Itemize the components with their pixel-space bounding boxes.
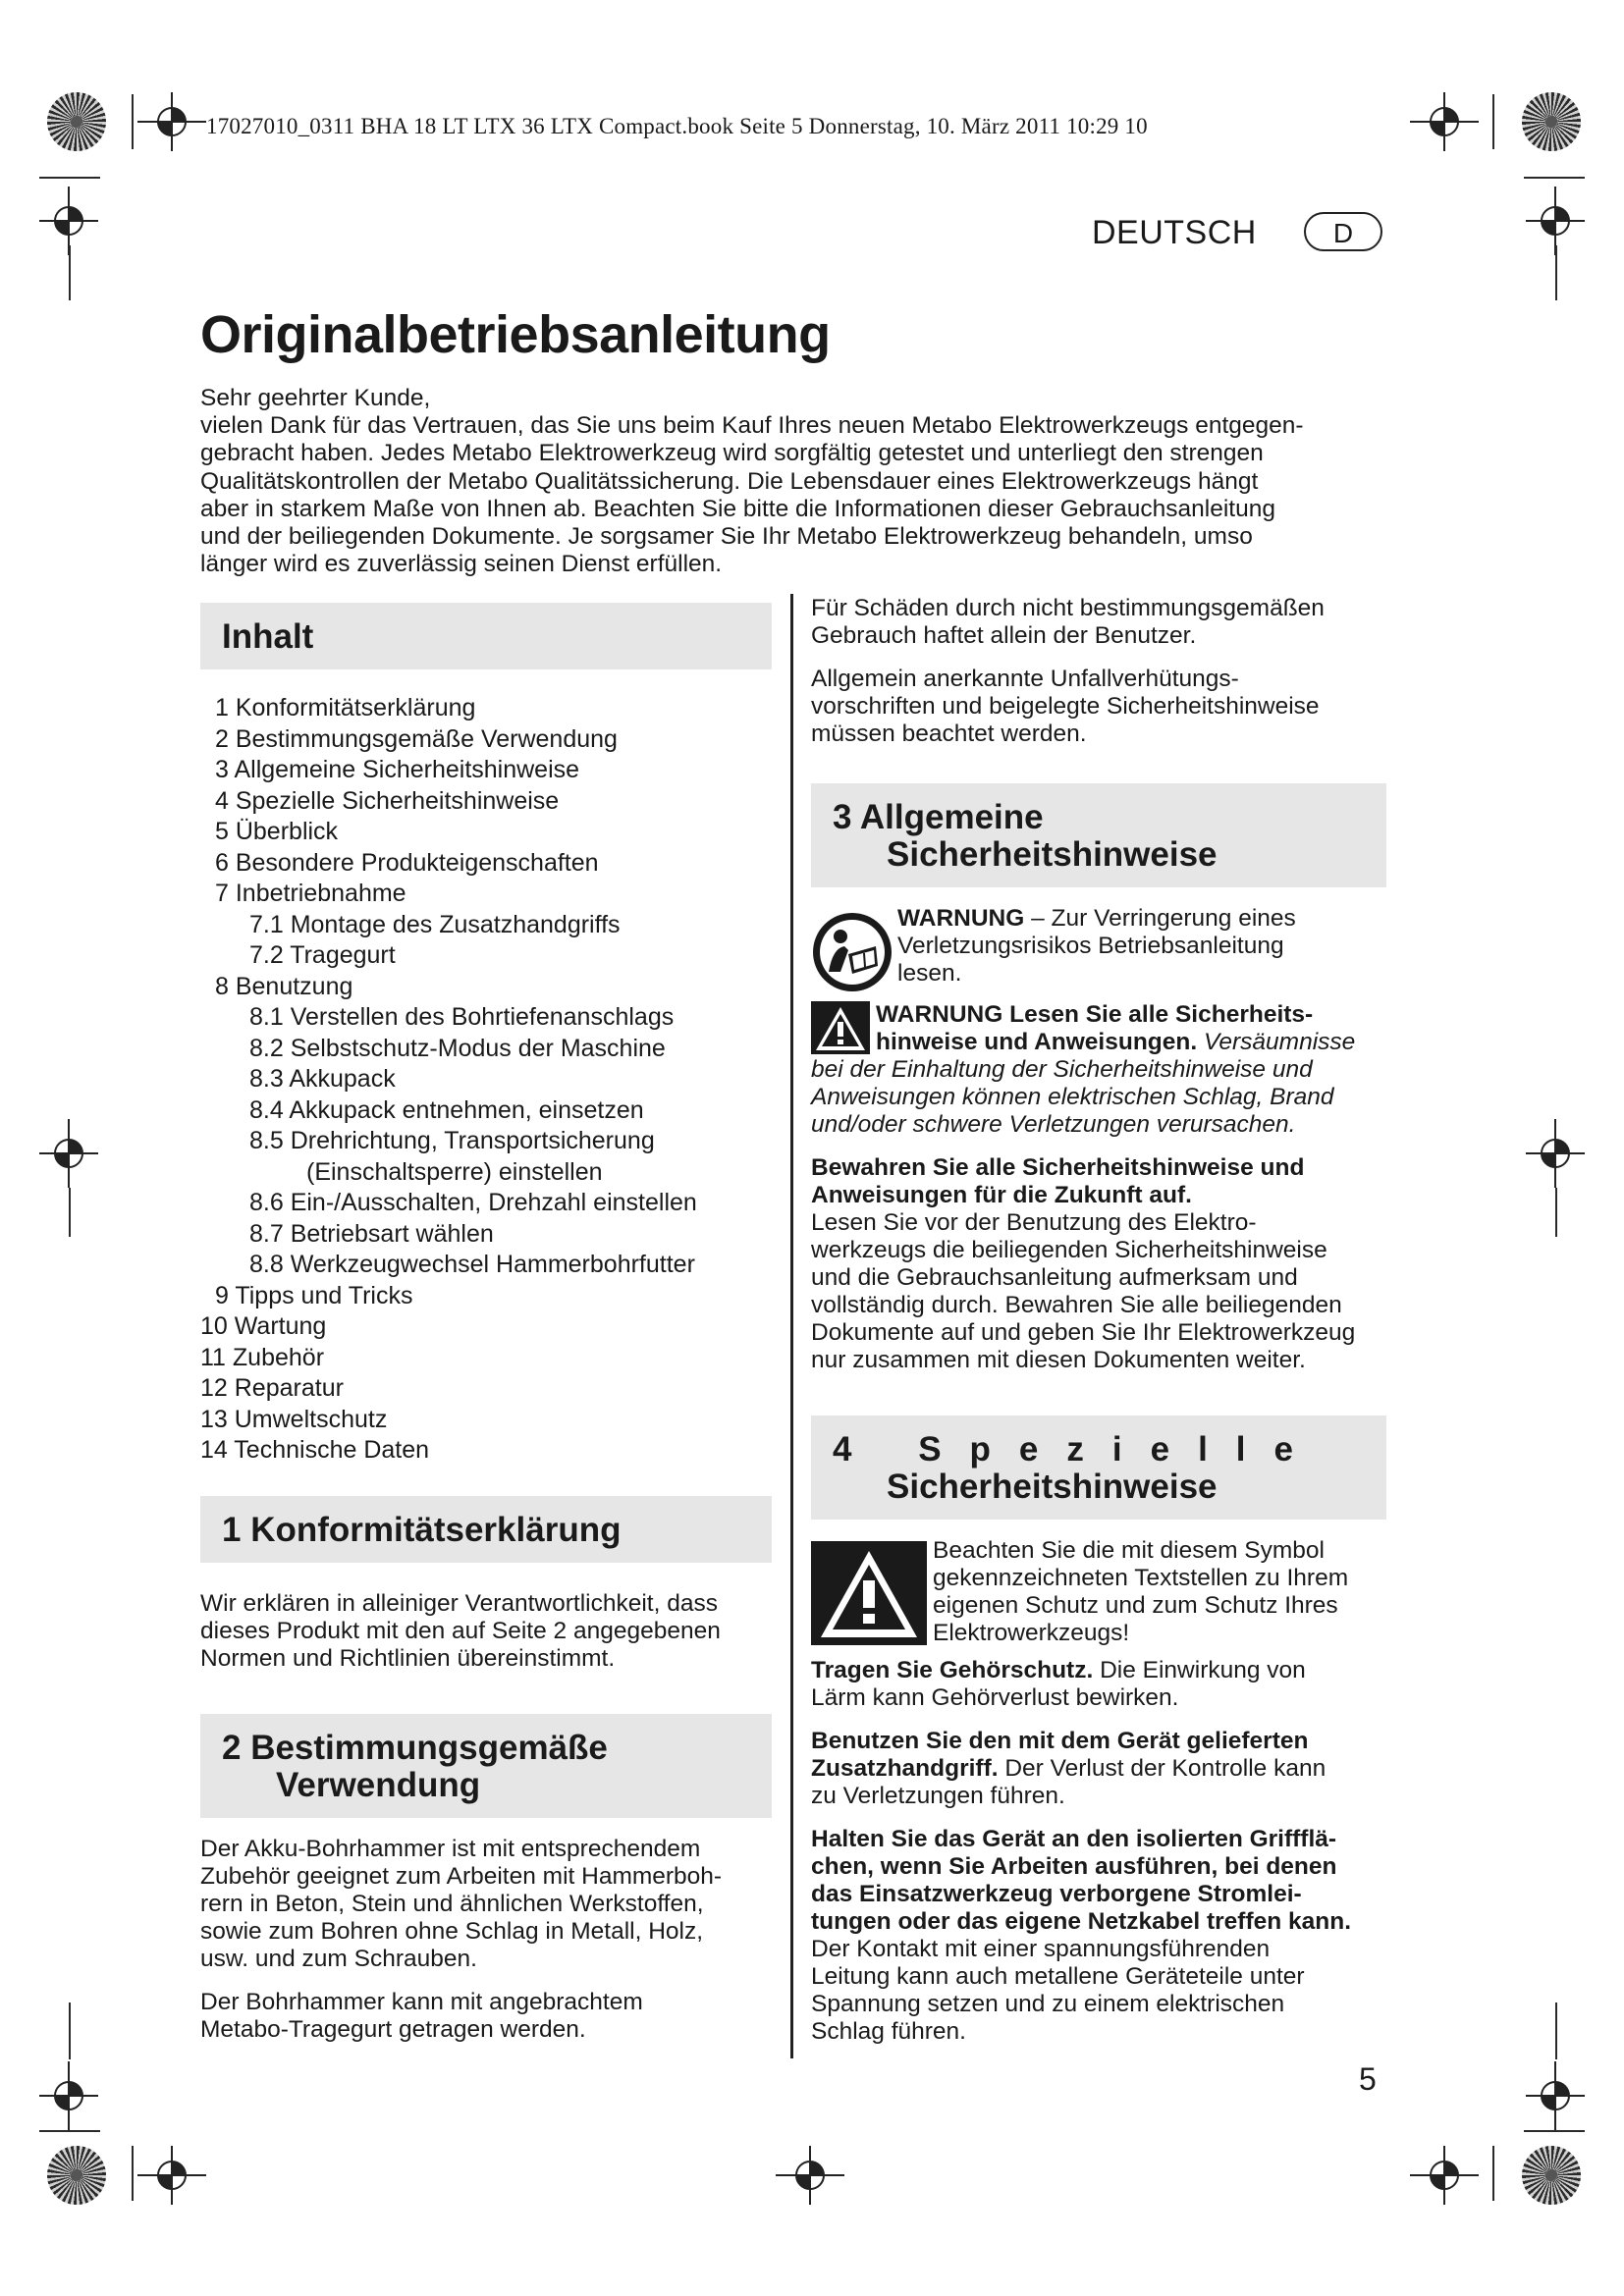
usage-liability-text bbox=[811, 595, 1386, 748]
text-line: werkzeugs die beiliegenden Sicherheitshinweise bbox=[811, 1237, 1327, 1263]
text-span: Die Einwirkung von bbox=[1093, 1657, 1306, 1683]
text-line: chen, wenn Sie Arbeiten ausführen, bei denen bbox=[811, 1853, 1337, 1880]
toc-subitem[interactable]: 7.1 Montage des Zusatzhandgriffs bbox=[249, 910, 621, 938]
text-span: Zusatzhandgriff. bbox=[811, 1755, 999, 1782]
text-line: Wir erklären in alleiniger Verantwortlichkeit, dass bbox=[200, 1589, 718, 1617]
text-line: vollständig durch. Bewahren Sie alle beiliegenden bbox=[811, 1292, 1342, 1318]
intro-line: aber in starkem Maße von Ihnen ab. Beachten Sie bitte die Informationen dieser Gebrauchsanleitung bbox=[200, 495, 1275, 522]
crop-mark bbox=[69, 1188, 71, 1237]
toc-item[interactable]: 3 Allgemeine Sicherheitshinweise bbox=[215, 756, 580, 783]
toc-item[interactable]: 4 Spezielle Sicherheitshinweise bbox=[215, 786, 560, 815]
toc-subitem-continuation[interactable]: (Einschaltsperre) einstellen bbox=[306, 1157, 603, 1186]
heading-line: 2 Bestimmungsgemäße bbox=[222, 1728, 608, 1767]
section-2-heading bbox=[200, 1714, 772, 1818]
crop-mark bbox=[69, 2002, 71, 2059]
toc-subitem[interactable]: 8.2 Selbstschutz-Modus der Maschine bbox=[249, 1034, 666, 1062]
print-header: 17027010_0311 BHA 18 LT LTX 36 LTX Compact.book Seite 5 Donnerstag, 10. März 2011 10:29 10 bbox=[206, 114, 1148, 138]
toc-item[interactable]: 8 Benutzung bbox=[215, 972, 353, 1000]
crop-mark bbox=[1492, 2146, 1494, 2201]
crop-mark bbox=[1555, 1188, 1557, 1237]
text-line: dieses Produkt mit den auf Seite 2 angegebenen bbox=[200, 1617, 721, 1644]
text-line: eigenen Schutz und zum Schutz Ihres bbox=[933, 1592, 1338, 1619]
text-span: hinweise und Anweisungen. bbox=[876, 1029, 1198, 1055]
hearing-protection-text bbox=[811, 1657, 1386, 1712]
crop-mark bbox=[1555, 245, 1557, 300]
symbol-notice bbox=[811, 1537, 1386, 1647]
intro-line: Qualitätskontrollen der Metabo Qualitätssicherung. Die Lebensdauer eines Elektrowerkzeugs hängt bbox=[200, 467, 1259, 495]
text-line: bei der Einhaltung der Sicherheitshinweise und bbox=[811, 1056, 1313, 1083]
general-warning-block bbox=[811, 1001, 1386, 1139]
intro-text bbox=[200, 385, 1394, 578]
crosshair-mark-icon bbox=[1410, 2146, 1479, 2205]
text-line: Spannung setzen und zu einem elektrischen bbox=[811, 1991, 1285, 2017]
color-registration-mark bbox=[47, 92, 106, 151]
toc-subitem[interactable]: 8.1 Verstellen des Bohrtiefenanschlags bbox=[249, 1003, 675, 1031]
crosshair-mark-icon bbox=[1526, 2061, 1585, 2130]
crop-mark bbox=[39, 2130, 100, 2132]
left-column bbox=[200, 603, 772, 2044]
text-line: Lesen Sie vor der Benutzung des Elektro- bbox=[811, 1209, 1257, 1236]
toc-subitem[interactable]: 7.2 Tragegurt bbox=[249, 941, 396, 969]
crosshair-mark-icon bbox=[39, 1119, 98, 1188]
toc-item[interactable]: 14 Technische Daten bbox=[200, 1436, 430, 1464]
toc-item[interactable]: 10 Wartung bbox=[200, 1312, 327, 1340]
text-line: das Einsatzwerkzeug verborgene Stromlei- bbox=[811, 1881, 1302, 1907]
toc-heading: Inhalt bbox=[200, 603, 772, 669]
text-line: vorschriften und beigelegte Sicherheitshinweise bbox=[811, 693, 1320, 720]
warning-triangle-icon bbox=[811, 1541, 927, 1645]
text-line: Der Bohrhammer kann mit angebrachtem bbox=[200, 1988, 643, 2015]
text-line: Allgemein anerkannte Unfallverhütungs- bbox=[811, 666, 1239, 692]
text-line: Gebrauch haftet allein der Benutzer. bbox=[811, 622, 1197, 649]
toc-subitem[interactable]: 8.8 Werkzeugwechsel Hammerbohrfutter bbox=[249, 1251, 695, 1278]
crop-mark bbox=[39, 177, 100, 179]
text-line: Dokumente auf und geben Sie Ihr Elektrowerkzeug bbox=[811, 1319, 1356, 1346]
crop-mark bbox=[1492, 94, 1494, 149]
text-line: Benutzen Sie den mit dem Gerät gelieferten bbox=[811, 1728, 1309, 1754]
heading-line: Verwendung bbox=[276, 1765, 481, 1804]
crosshair-mark-icon bbox=[1526, 1119, 1585, 1188]
crop-mark bbox=[1524, 177, 1585, 179]
toc-subitem[interactable]: 8.6 Ein-/Ausschalten, Drehzahl einstellen bbox=[249, 1189, 697, 1216]
right-column bbox=[811, 595, 1386, 2046]
heading-line: Sicherheitshinweise bbox=[887, 835, 1218, 874]
section-1-heading: 1 Konformitätserklärung bbox=[200, 1496, 772, 1563]
text-line: tungen oder das eigene Netzkabel treffen kann. bbox=[811, 1908, 1352, 1935]
intro-line: gebracht haben. Jedes Metabo Elektrowerkzeug wird sorgfältig getestet und unterliegt den strengen bbox=[200, 440, 1264, 467]
text-line: Anweisungen für die Zukunft auf. bbox=[811, 1182, 1192, 1208]
heading-line: 4 Spezielle bbox=[833, 1430, 1322, 1468]
toc-subitem[interactable]: 8.3 Akkupack bbox=[249, 1065, 396, 1093]
crop-mark bbox=[132, 94, 134, 149]
text-line: Für Schäden durch nicht bestimmungsgemäßen bbox=[811, 595, 1325, 621]
warning-label: WARNUNG bbox=[897, 905, 1025, 932]
toc-subitem[interactable]: 8.4 Akkupack entnehmen, einsetzen bbox=[249, 1095, 644, 1124]
table-of-contents bbox=[200, 693, 772, 1467]
text-line: Zubehör geeignet zum Arbeiten mit Hammerboh- bbox=[200, 1862, 723, 1890]
text-line bbox=[811, 1657, 1386, 1684]
crosshair-mark-icon bbox=[137, 92, 206, 151]
text-line: und/oder schwere Verletzungen verursachen. bbox=[811, 1111, 1296, 1138]
text-span: Versäumnisse bbox=[1197, 1029, 1356, 1055]
text-line: Der Akku-Bohrhammer ist mit entsprechendem bbox=[200, 1835, 701, 1862]
read-manual-icon bbox=[811, 911, 893, 993]
text-span: Tragen Sie Gehörschutz. bbox=[811, 1657, 1094, 1683]
text-line: WARNUNG Lesen Sie alle Sicherheits- bbox=[876, 1001, 1314, 1028]
text-line: Metabo-Tragegurt getragen werden. bbox=[200, 2015, 586, 2043]
toc-item[interactable]: 9 Tipps und Tricks bbox=[215, 1281, 413, 1309]
heading-line: Sicherheitshinweise bbox=[887, 1468, 1218, 1506]
toc-item[interactable]: 2 Bestimmungsgemäße Verwendung bbox=[215, 724, 618, 753]
toc-subitem[interactable]: 8.7 Betriebsart wählen bbox=[249, 1219, 494, 1248]
auxiliary-handle-text bbox=[811, 1728, 1386, 1810]
crosshair-mark-icon bbox=[39, 2061, 98, 2130]
toc-item[interactable]: 13 Umweltschutz bbox=[200, 1405, 388, 1433]
text-line: Anweisungen können elektrischen Schlag, Brand bbox=[811, 1084, 1334, 1110]
color-registration-mark bbox=[47, 2146, 106, 2205]
text-line: rern in Beton, Stein und ähnlichen Werkstoffen, bbox=[200, 1890, 704, 1917]
crop-mark bbox=[69, 245, 71, 300]
text-line: usw. und zum Schrauben. bbox=[200, 1945, 477, 1972]
insulated-grip-text bbox=[811, 1826, 1386, 2046]
toc-item[interactable]: 11 Zubehör bbox=[200, 1343, 325, 1371]
crosshair-mark-icon bbox=[1410, 92, 1479, 151]
language-label: DEUTSCH bbox=[1092, 214, 1257, 251]
text-line: Bewahren Sie alle Sicherheitshinweise und bbox=[811, 1154, 1305, 1181]
text-line: sowie zum Bohren ohne Schlag in Metall, Holz, bbox=[200, 1917, 704, 1945]
column-divider bbox=[790, 594, 793, 2058]
page-number: 5 bbox=[1359, 2061, 1377, 2097]
text-line: lesen. bbox=[897, 960, 962, 987]
intro-line: und der beiliegenden Dokumente. Je sorgsamer Sie Ihr Metabo Elektrowerkzeug behandeln, umso bbox=[200, 523, 1253, 551]
read-manual-warning bbox=[811, 905, 1386, 989]
toc-subitem[interactable]: 8.5 Drehrichtung, Transportsicherung bbox=[249, 1127, 655, 1154]
section-1-body bbox=[200, 1590, 772, 1673]
section-2-body bbox=[200, 1836, 772, 2044]
text-line bbox=[897, 905, 1386, 933]
text-line: müssen beachtet werden. bbox=[811, 721, 1087, 747]
crop-mark bbox=[132, 2146, 134, 2201]
section-3-heading bbox=[811, 783, 1386, 887]
text-line: Lärm kann Gehörverlust bewirken. bbox=[811, 1684, 1179, 1711]
language-code-badge: D bbox=[1304, 212, 1382, 251]
color-registration-mark bbox=[1522, 92, 1581, 151]
text-line bbox=[811, 1029, 1386, 1056]
text-span: Der Verlust der Kontrolle kann bbox=[998, 1755, 1326, 1782]
heading-line: 3 Allgemeine bbox=[833, 798, 1044, 836]
toc-item[interactable]: 5 Überblick bbox=[215, 818, 339, 845]
crosshair-mark-icon bbox=[776, 2146, 844, 2205]
text-span: – Zur Verringerung eines bbox=[1024, 905, 1296, 932]
keep-instructions-block bbox=[811, 1154, 1386, 1374]
toc-item[interactable]: 6 Besondere Produkteigenschaften bbox=[215, 848, 599, 877]
text-line: Elektrowerkzeugs! bbox=[933, 1620, 1130, 1646]
warning-triangle-icon bbox=[811, 1001, 870, 1054]
text-line: nur zusammen mit diesen Dokumenten weiter. bbox=[811, 1347, 1306, 1373]
text-line: Schlag führen. bbox=[811, 2018, 966, 2045]
crosshair-mark-icon bbox=[137, 2146, 206, 2205]
text-line: und die Gebrauchsanleitung aufmerksam und bbox=[811, 1264, 1298, 1291]
text-line bbox=[811, 1755, 1386, 1783]
text-line: Verletzungsrisikos Betriebsanleitung bbox=[897, 933, 1284, 959]
text-line: Normen und Richtlinien übereinstimmt. bbox=[200, 1644, 616, 1672]
toc-item[interactable]: 12 Reparatur bbox=[200, 1374, 344, 1402]
color-registration-mark bbox=[1522, 2146, 1581, 2205]
text-line: gekennzeichneten Textstellen zu Ihrem bbox=[933, 1565, 1349, 1591]
section-4-heading bbox=[811, 1415, 1386, 1520]
text-line: Halten Sie das Gerät an den isolierten Griffflä- bbox=[811, 1826, 1337, 1852]
toc-item[interactable]: 1 Konformitätserklärung bbox=[215, 694, 476, 721]
text-line: zu Verletzungen führen. bbox=[811, 1783, 1065, 1809]
toc-item[interactable]: 7 Inbetriebnahme bbox=[215, 880, 406, 907]
text-line: Der Kontakt mit einer spannungsführenden bbox=[811, 1936, 1271, 1962]
crop-mark bbox=[1555, 2002, 1557, 2059]
intro-line: vielen Dank für das Vertrauen, das Sie uns beim Kauf Ihres neuen Metabo Elektrowerkzeugs entgegen- bbox=[200, 412, 1304, 440]
crop-mark bbox=[1524, 2130, 1585, 2132]
text-line: Beachten Sie die mit diesem Symbol bbox=[933, 1537, 1325, 1564]
page-title: Originalbetriebsanleitung bbox=[200, 305, 831, 364]
intro-greeting: Sehr geehrter Kunde, bbox=[200, 385, 431, 411]
intro-line: länger wird es zuverlässig seinen Dienst erfüllen. bbox=[200, 551, 723, 578]
text-line: Leitung kann auch metallene Geräteteile unter bbox=[811, 1963, 1305, 1990]
